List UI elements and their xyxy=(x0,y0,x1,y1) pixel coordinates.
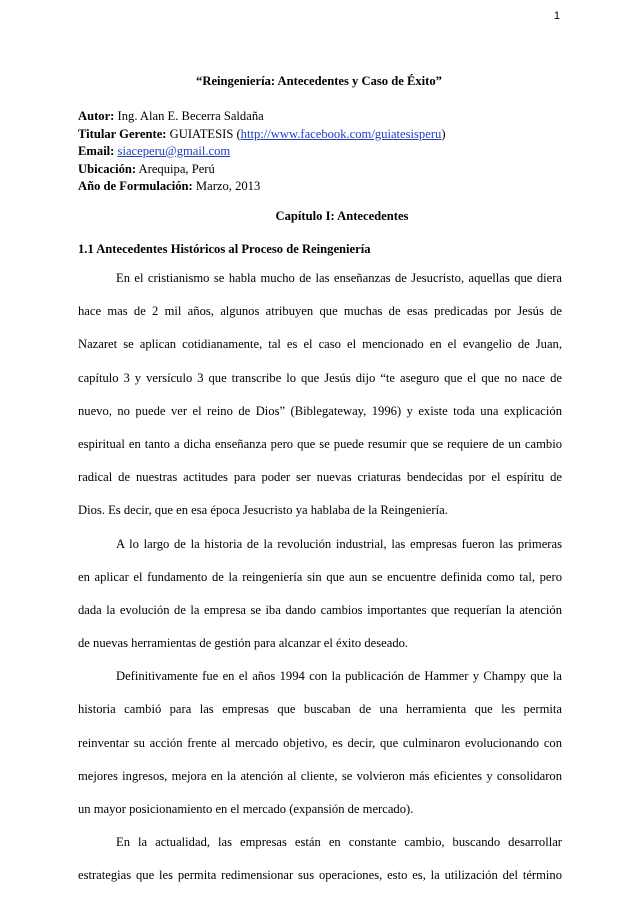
paragraph-line: espiritual en tanto a dicha enseñanza pero que se puede resumir que se requiere de un cambio xyxy=(78,436,562,451)
paragraph-line: nuevo, no puede ver el reino de Dios” (Biblegateway, 1996) y existe toda una explicación xyxy=(78,403,562,418)
paragraph-line: En el cristianismo se habla mucho de las enseñanzas de Jesucristo, aquellas que diera xyxy=(116,271,562,285)
location-value: Arequipa, Perú xyxy=(138,161,215,176)
facebook-link[interactable]: http://www.facebook.com/guiatesisperu xyxy=(240,126,442,141)
email-link[interactable]: siaceperu@gmail.com xyxy=(117,144,231,158)
paragraph-line: un mayor posicionamiento en el mercado (expansión de mercado). xyxy=(78,802,414,816)
email-line xyxy=(78,143,446,161)
year-label: Año de Formulación: xyxy=(78,179,193,193)
paragraph-line: de nuevas herramientas de gestión para alcanzar el éxito deseado. xyxy=(78,636,409,651)
body-text xyxy=(78,262,562,893)
paragraph xyxy=(78,826,562,892)
paragraph-line: Definitivamente fue en el años 1994 con la publicación de Hammer y Champy que la xyxy=(116,669,562,684)
chapter-title: Capítulo I: Antecedentes xyxy=(275,209,409,223)
paragraph-line: capítulo 3 y versículo 3 que transcribe lo que Jesús dijo “te aseguro que el que no nace de xyxy=(78,370,562,385)
author-value: Ing. Alan E. Becerra Saldaña xyxy=(117,109,264,123)
year-value: Marzo, 2013 xyxy=(195,179,261,193)
paragraph-line: historia cambió para las empresas que buscaban de una herramienta que les permita xyxy=(78,702,562,717)
paragraph-line: radical de nuestras actitudes para poder ser nuevas criaturas bendecidas por el espíritu de xyxy=(78,470,562,485)
author-line xyxy=(78,108,446,126)
paragraph-line: mejores ingresos, mejora en la atención al cliente, se volvieron más eficientes y consolidaron xyxy=(78,768,562,783)
manager-close: ) xyxy=(441,126,446,141)
manager-line xyxy=(78,126,446,144)
location-label: Ubicación: xyxy=(78,161,137,176)
page-number: 1 xyxy=(553,10,560,22)
paragraph-line: dada la evolución de la empresa se iba dando cambios importantes que requerían la atención xyxy=(78,602,562,617)
manager-label: Titular Gerente: xyxy=(78,126,167,141)
paragraph-line: En la actualidad, las empresas están en constante cambio, buscando desarrollar xyxy=(116,835,562,850)
paragraph-line: Dios. Es decir, que en esa época Jesucristo ya hablaba de la Reingeniería. xyxy=(78,503,448,518)
paragraph xyxy=(78,262,562,528)
paragraph-line: Nazaret se aplican cotidianamente, tal es el caso el mencionado en el evangelio de Juan, xyxy=(78,337,562,352)
paragraph-line: hace mas de 2 mil años, algunos atribuyen que muchas de esas predicadas por Jesús de xyxy=(78,304,562,319)
paragraph xyxy=(78,528,562,661)
document-title: “Reingeniería: Antecedentes y Caso de Éxito” xyxy=(196,74,442,88)
year-line xyxy=(78,178,446,196)
paragraph-line: en aplicar el fundamento de la reingeniería sin que aun se encuentre definida como tal, pero xyxy=(78,569,562,584)
email-label: Email: xyxy=(78,144,115,158)
paragraph-line: reinventar su acción frente al mercado objetivo, es decir, que culminaron evolucionando con xyxy=(78,735,562,750)
paragraph-line: estrategias que les permita redimensionar sus operaciones, esto es, la utilización del término xyxy=(78,868,562,883)
section-title: 1.1 Antecedentes Históricos al Proceso de Reingeniería xyxy=(78,242,371,256)
paragraph xyxy=(78,660,562,826)
manager-value: GUIATESIS ( xyxy=(169,126,241,141)
paragraph-line: A lo largo de la historia de la revolución industrial, las empresas fueron las primeras xyxy=(116,536,562,551)
author-label: Autor: xyxy=(78,109,115,123)
location-line xyxy=(78,161,446,179)
document-metadata xyxy=(78,108,446,196)
